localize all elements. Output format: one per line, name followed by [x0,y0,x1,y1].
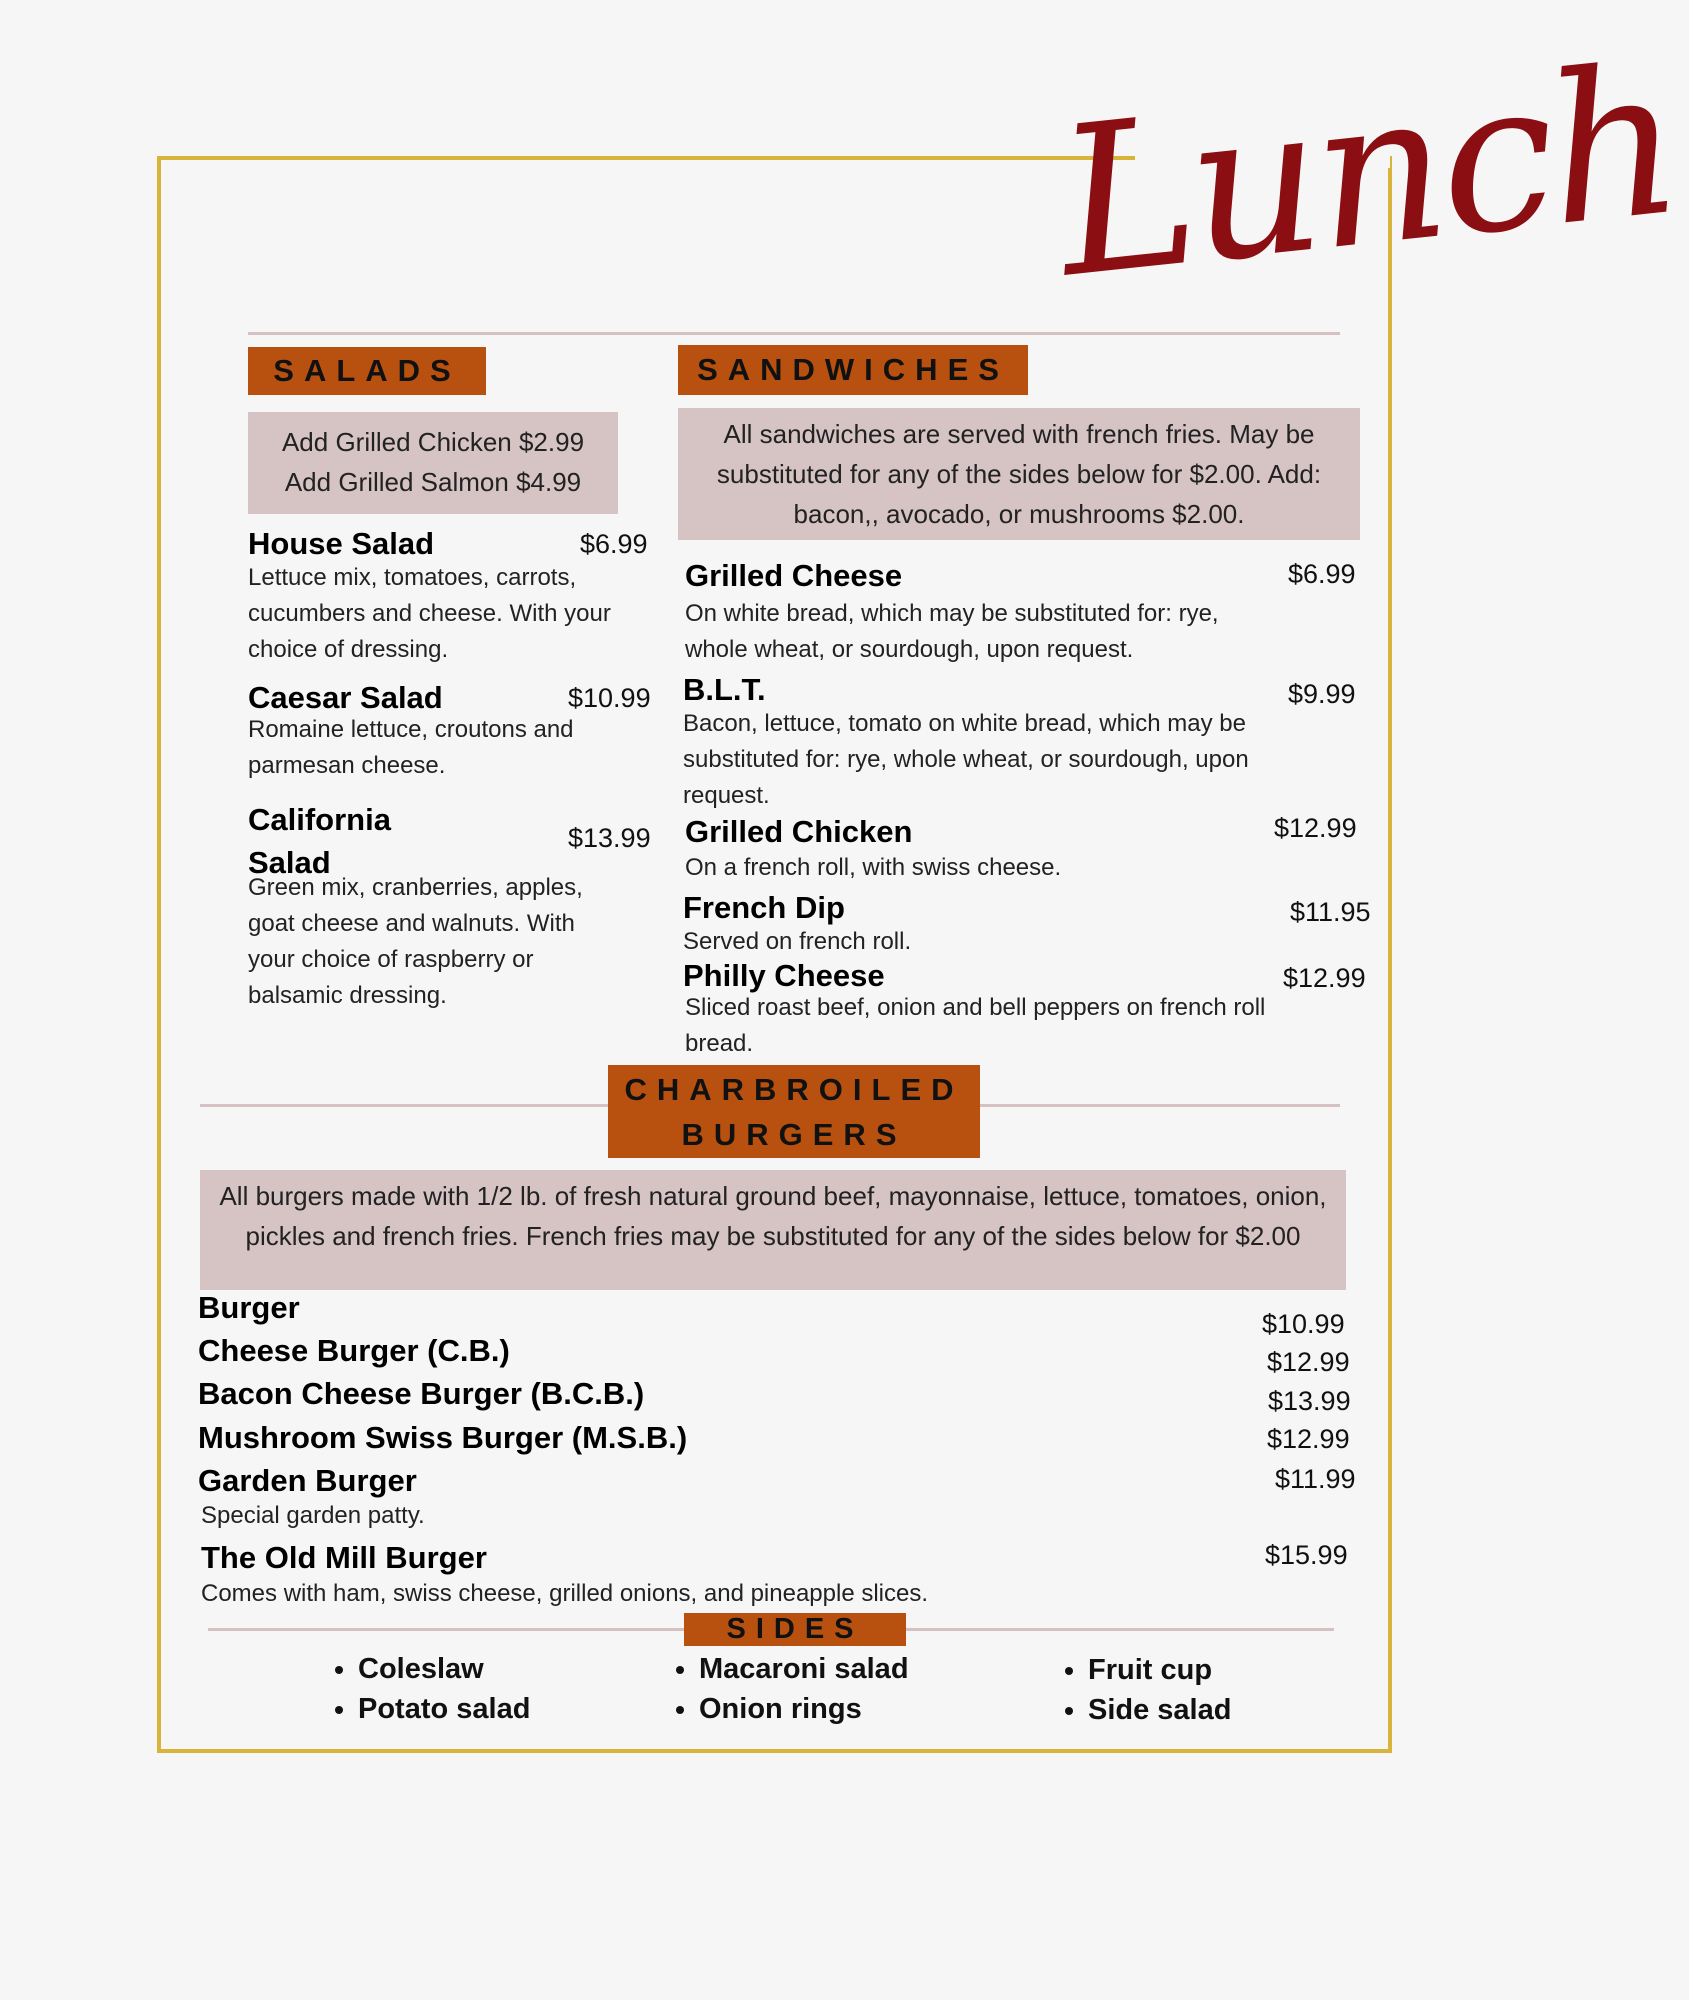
burger-price: $12.99 [1267,1424,1350,1454]
salad-desc: Green mix, cranberries, apples, goat cheese and walnuts. With your choice of raspberry or balsamic dressing. [248,874,583,1009]
sandwiches-note-box: All sandwiches are served with french fries. May be substituted for any of the sides below for $2.00. Add: bacon,, avocado, or mushrooms $2.00. [678,408,1360,540]
sides-list-col3 [1052,1650,1231,1730]
burger-name: The Old Mill Burger [201,1540,487,1575]
sandwich-price: $6.99 [1288,559,1356,589]
side-item: • Side salad [1088,1690,1231,1730]
sides-list-col2 [663,1649,909,1729]
burgers-heading [608,1065,980,1158]
sandwich-desc: Served on french roll. [683,928,912,955]
sides-heading: SIDES [684,1613,906,1646]
burger-price: $12.99 [1267,1347,1350,1377]
salads-addon-chicken: Add Grilled Chicken $2.99 [281,427,585,457]
sandwich-name: Grilled Cheese [685,558,903,593]
salad-price: $10.99 [568,683,651,713]
side-item: • Coleslaw [358,1649,530,1689]
sandwich-name: B.L.T. [683,672,766,707]
sandwich-desc: Sliced roast beef, onion and bell peppers on french roll bread. [685,994,1266,1057]
sandwich-desc: On a french roll, with swiss cheese. [685,854,1062,881]
burgers-heading-line1: CHARBROILED [624,1071,964,1107]
menu-title: Lunch [1047,22,1687,324]
sandwich-desc: On white bread, which may be substituted for: rye, whole wheat, or sourdough, upon request. [685,600,1219,663]
salad-name: Caesar Salad [248,680,443,715]
burger-price: $13.99 [1268,1386,1351,1416]
sides-list-col1 [322,1649,530,1729]
burger-name: Bacon Cheese Burger (B.C.B.) [198,1376,645,1411]
burger-price: $11.99 [1275,1464,1356,1494]
burger-name: Mushroom Swiss Burger (M.S.B.) [198,1420,688,1455]
salad-desc: Romaine lettuce, croutons and parmesan cheese. [248,716,574,779]
side-item: • Macaroni salad [699,1649,909,1689]
burger-name: Cheese Burger (C.B.) [198,1333,510,1368]
side-item: • Fruit cup [1088,1650,1231,1690]
burger-name: Garden Burger [198,1463,417,1498]
sandwich-price: $9.99 [1288,679,1356,709]
salad-price: $6.99 [580,529,648,559]
salads-addons-box [248,412,618,514]
burger-price: $10.99 [1262,1309,1345,1339]
sandwich-price: $11.95 [1290,897,1371,927]
sandwich-name: Philly Cheese [683,958,885,993]
burgers-note-box: All burgers made with 1/2 lb. of fresh natural ground beef, mayonnaise, lettuce, tomatoes, onion, pickles and french fries. French fries may be substituted for any of the sides below for $2.00 [200,1170,1346,1290]
burger-desc: Comes with ham, swiss cheese, grilled onions, and pineapple slices. [201,1580,929,1607]
salads-addon-salmon: Add Grilled Salmon $4.99 [284,467,582,497]
salad-desc: Lettuce mix, tomatoes, carrots, cucumbers and cheese. With your choice of dressing. [248,564,611,663]
sandwich-name: French Dip [683,890,845,925]
salad-name: House Salad [248,526,435,561]
burgers-heading-line2: BURGERS [681,1116,907,1152]
side-item: • Onion rings [699,1689,909,1729]
salads-heading: SALADS [248,347,486,395]
sandwich-name: Grilled Chicken [685,814,913,849]
side-item: • Potato salad [358,1689,530,1729]
salad-name: California Salad [248,802,391,880]
sandwich-price: $12.99 [1283,963,1366,993]
sandwich-price: $12.99 [1274,813,1357,843]
burger-name: Burger [198,1290,300,1325]
top-divider [248,332,1340,335]
burger-price: $15.99 [1265,1540,1348,1570]
burger-desc: Special garden patty. [201,1502,425,1529]
sandwiches-heading: SANDWICHES [678,345,1028,395]
salad-price: $13.99 [568,823,651,853]
sandwich-desc: Bacon, lettuce, tomato on white bread, which may be substituted for: rye, whole wheat, or sourdough, upon request. [683,710,1249,809]
